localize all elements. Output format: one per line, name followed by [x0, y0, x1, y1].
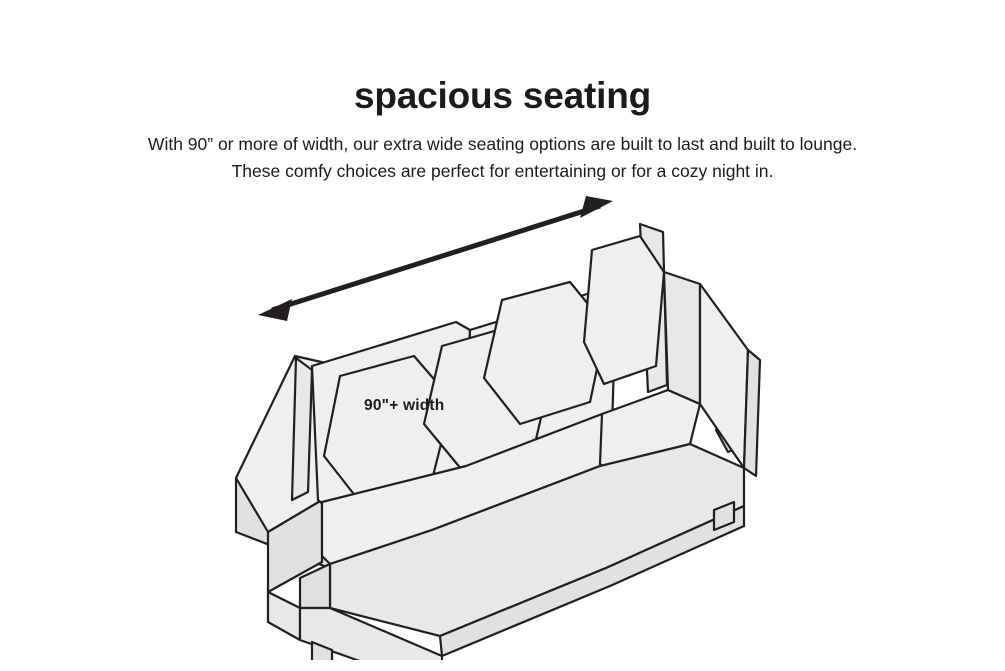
sofa-right-arm-side	[744, 350, 760, 476]
sofa-left-arm-inner	[292, 358, 312, 500]
throw-pillow-far-right	[584, 236, 664, 384]
sofa-body	[236, 224, 760, 660]
sofa-illustration	[0, 180, 1005, 660]
sofa-drawing-svg	[0, 180, 1005, 660]
subtitle-line-2: These comfy choices are perfect for entertaining or for a cozy night in.	[231, 160, 774, 181]
subtitle-line-1: With 90” or more of width, our extra wide seating options are built to last and built to lounge.	[147, 133, 858, 154]
sofa-right-arm	[700, 284, 748, 468]
page-subtitle	[88, 131, 918, 185]
page-title: spacious seating	[353, 74, 651, 116]
sofa-right-arm-inner	[664, 272, 700, 404]
sofa-left-arm-front	[268, 592, 300, 640]
dimension-label: 90"+ width	[364, 397, 445, 414]
